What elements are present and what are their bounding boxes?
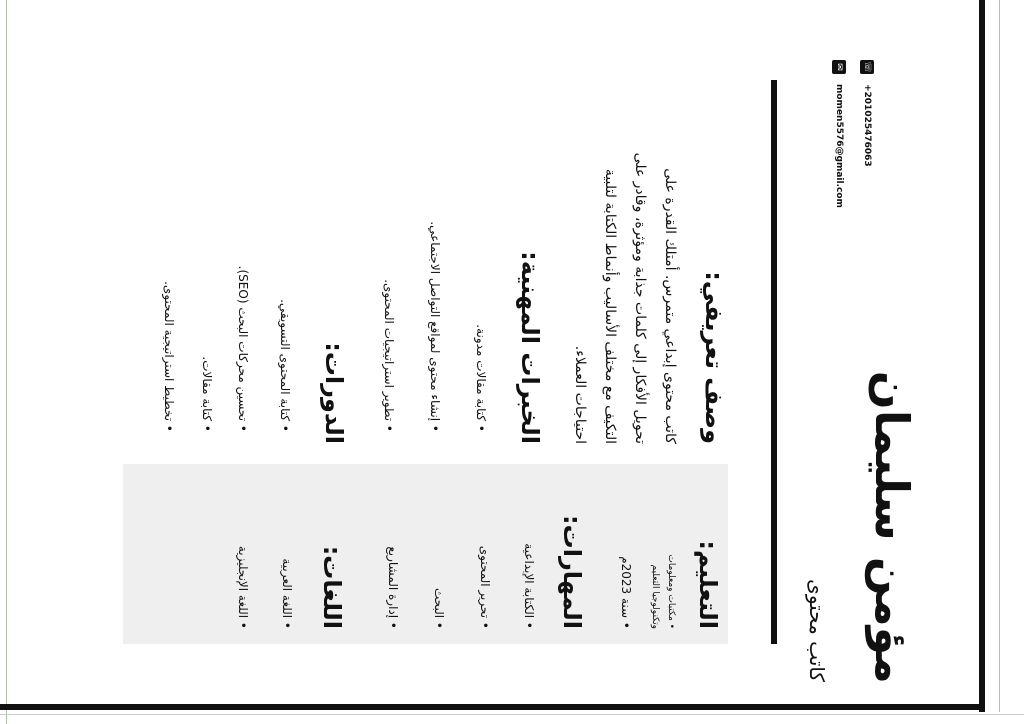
mail-icon: ✉ <box>832 60 846 74</box>
contact-info <box>784 60 874 260</box>
job-title: كاتب محتوى <box>805 579 829 682</box>
resume-header <box>719 214 919 684</box>
course-item: • كتابة مقالات. <box>200 356 214 432</box>
experience-item: • تطوير استراتيجيات المحتوى. <box>382 279 396 432</box>
header-divider <box>771 80 777 644</box>
language-item: • اللغة الإنجليزية <box>236 545 250 629</box>
main-content <box>88 80 728 444</box>
experience-item: • كتابة مقالات مدونة. <box>474 324 488 432</box>
education-item: • سنة 2023م <box>619 556 633 629</box>
skill-item: • البحث <box>432 587 446 629</box>
skill-item: • تحرير المحتوى <box>478 545 492 629</box>
experience-item: • إنشاء محتوى لمواقع التواصل الاجتماعي. <box>428 221 442 432</box>
skills-heading: المهارات: <box>558 515 586 629</box>
email-address: momen5576@gmail.com <box>834 84 844 208</box>
person-name: مؤمن سليمان <box>865 370 919 684</box>
courses-heading: الدورات: <box>320 342 348 444</box>
education-heading: التعليم: <box>694 540 722 629</box>
about-line: احتياجات العملاء. <box>572 345 588 444</box>
skill-item: • إدارة المشاريع <box>386 546 400 629</box>
about-line: التكيف مع مختلف الأساليب وأنماط الكتابة لتلبية <box>602 168 618 444</box>
sidebar-panel <box>123 464 728 644</box>
about-heading: وصف تعريفي: <box>700 271 728 444</box>
language-item: • اللغة العربية <box>280 558 294 629</box>
skill-item: • الكتابة الإبداعية <box>522 543 536 629</box>
course-item: • كتابة المحتوى التسويقي. <box>278 299 292 432</box>
email-row <box>832 60 846 208</box>
phone-icon: ☏ <box>862 61 872 73</box>
phone-number: +201025476063 <box>862 84 872 167</box>
education-item: وتكنولوجيا التعليم <box>650 564 660 629</box>
course-item: • تخطيط استراتيجية المحتوى. <box>162 281 176 432</box>
course-item: • تحسين محركات البحث (SEO). <box>236 265 250 432</box>
about-line: كاتب محتوى إبداعي متمرس. أمتلك القدرة على <box>662 168 678 444</box>
education-item: • مكتبات ومعلومات <box>666 554 676 629</box>
experience-heading: الخبرات المهنية: <box>516 251 544 444</box>
about-line: تحويل الأفكار إلى كلمات جذابة ومؤثرة، وقادر على <box>632 152 648 444</box>
languages-heading: اللغات: <box>318 545 346 629</box>
phone-row <box>860 60 874 167</box>
